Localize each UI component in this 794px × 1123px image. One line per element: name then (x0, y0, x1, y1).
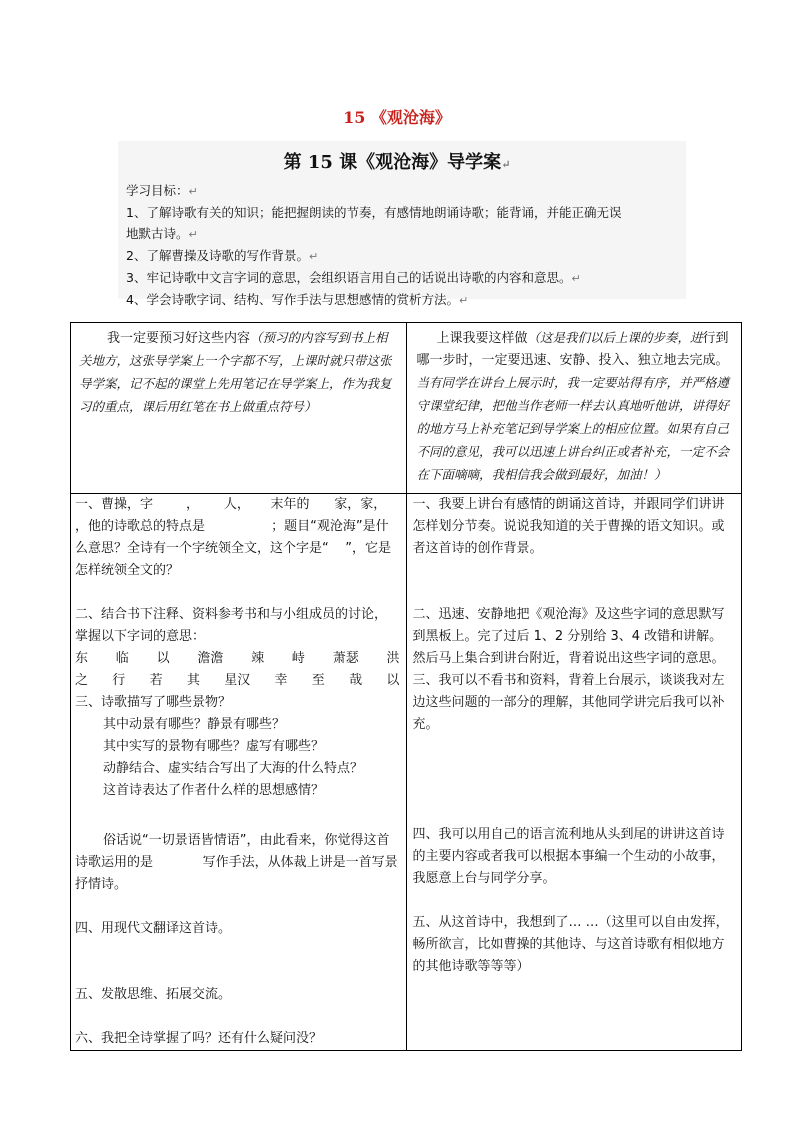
vocab-word: 幸 (274, 673, 288, 688)
left-header-note: （预习的内容写到书上相关地方，这张导学案上一个字都不写，上课时就只带这张导学案，记不起的课堂上先用笔记在导学案上，作为我复习的重点，课后用红笔在书上做重点符号） (79, 330, 392, 414)
table-header-row (71, 323, 742, 494)
right-body-cell (406, 494, 742, 1051)
left-header-cell (71, 323, 407, 494)
right-header-cell (406, 323, 742, 494)
question-2: 二、结合书下注释、资料参考书和与小组成员的讨论，掌握以下字词的意思： (75, 607, 388, 644)
goals-label: 学习目标：↵ (126, 183, 198, 198)
learning-goals (126, 180, 686, 311)
saying-question: 俗话说“一切景语皆情语”，由此看来，你觉得这首诗歌运用的是 写作手法，从体裁上讲是一首写景抒情诗。 (75, 833, 398, 892)
goal-item: 2、了解曹操及诗歌的写作背景。↵ (126, 248, 319, 263)
vocab-word: 峙 (291, 651, 305, 666)
vocab-row-1 (75, 648, 400, 670)
vocab-word: 以 (386, 673, 400, 688)
left-body-cell (71, 494, 420, 1051)
vocab-word: 哉 (349, 673, 363, 688)
goal-item: 地默古诗。↵ (126, 226, 198, 241)
right-header-note-2: 当有同学在讲台上展示时，我一定要站得有序，并严格遵守课堂纪律，把他当作老师一样去认真地听他讲，讲得好的地方马上补充笔记到导学案上的相应位置。如果有自己不同的意见，我可以迅速上讲台纠正或者补充，一定不会在下面嘀嘀，我相信我会做到最好，加油！） (416, 375, 730, 482)
question-3-sub: 这首诗表达了作者什么样的思想感情？ (103, 783, 325, 798)
study-plan-table (70, 322, 742, 1051)
vocab-word: 星汉 (224, 673, 251, 688)
right-header-plain: 行到哪一步时，一定要迅速、安静、投入、独立地去完成。 (416, 331, 729, 368)
activity-1: 一、我要上讲台有感情的朗诵这首诗，并跟同学们讲讲怎样划分节奏。说说我知道的关于曹操的语文知识。或者这首诗的创作背景。 (412, 497, 725, 556)
vocab-word: 洪 (386, 651, 400, 666)
question-3-sub: 其中实写的景物有哪些？虚写有哪些？ (103, 739, 325, 754)
doc-title-text: 第 15 课《观沧海》导学案 (283, 152, 502, 173)
question-3-sub: 动静结合、虚实结合写出了大海的什么特点？ (103, 761, 364, 776)
right-header-lead: 上课我要这样做 (436, 331, 528, 346)
vocab-word: 东 (75, 651, 89, 666)
left-header-lead: 我一定要预习好这些内容 (107, 331, 251, 346)
activity-3: 三、我可以不看书和资料，背着上台展示，谈谈我对左边这些问题的一部分的理解，其他同学讲完后我可以补充。 (412, 673, 725, 732)
question-1: 一、曹操，字 ， 人， 末年的 家，家， ，他的诗歌总的特点是 ；题目“观沧海”是什么意思？全诗有一个字统领全文，这个字是“ ”，它是怎样统领全文的？ (75, 497, 420, 578)
right-header-note-1: （这是我们以后上课的步奏，进 (527, 330, 703, 345)
vocab-word: 竦 (251, 651, 265, 666)
goal-item: 3、牢记诗歌中文言字词的意思，会组织语言用自己的话说出诗歌的内容和意思。↵ (126, 270, 581, 285)
question-3-sub: 其中动景有哪些？静景有哪些？ (103, 717, 286, 732)
vocab-word: 之 (75, 673, 89, 688)
question-4: 四、用现代文翻译这首诗。 (75, 921, 232, 936)
vocab-word: 其 (186, 673, 200, 688)
lesson-heading: 15 《观沧海》 (343, 108, 451, 127)
vocab-word: 行 (112, 673, 126, 688)
activity-4: 四、我可以用自己的语言流利地从头到尾的讲讲这首诗的主要内容或者我可以根据本事编一个生动的小故事，我愿意上台与同学分享。 (412, 827, 725, 886)
doc-title (0, 148, 794, 174)
question-6: 六、我把全诗掌握了吗？还有什么疑问没？ (75, 1031, 323, 1046)
vocab-word: 以 (156, 651, 170, 666)
vocab-word: 临 (115, 651, 129, 666)
goal-item: 4、学会诗歌字词、结构、写作手法与思想感情的赏析方法。↵ (126, 292, 469, 307)
activity-2: 二、迅速、安静地把《观沧海》及这些字词的意思默写到黑板上。完了过后 1、2 分别给 3、4 改错和讲解。然后马上集合到讲台附近，背着说出这些字词的意思。 (412, 607, 725, 666)
return-mark: ↵ (501, 158, 511, 171)
question-3: 三、诗歌描写了哪些景物？ (75, 695, 232, 710)
table-body-row (71, 494, 742, 1051)
vocab-word: 萧瑟 (332, 651, 359, 666)
vocab-word: 若 (149, 673, 163, 688)
vocab-word: 至 (311, 673, 325, 688)
vocab-word: 澹澹 (197, 651, 224, 666)
goal-item: 1、了解诗歌有关的知识；能把握朗读的节奏，有感情地朗诵诗歌；能背诵，并能正确无误 (126, 205, 622, 220)
vocab-row-2 (75, 670, 400, 692)
activity-5: 五、从这首诗中，我想到了… …（这里可以自由发挥，畅所欲言，比如曹操的其他诗、与这首诗歌有相似地方的其他诗歌等等等） (412, 915, 729, 974)
question-5: 五、发散思维、拓展交流。 (75, 987, 232, 1002)
